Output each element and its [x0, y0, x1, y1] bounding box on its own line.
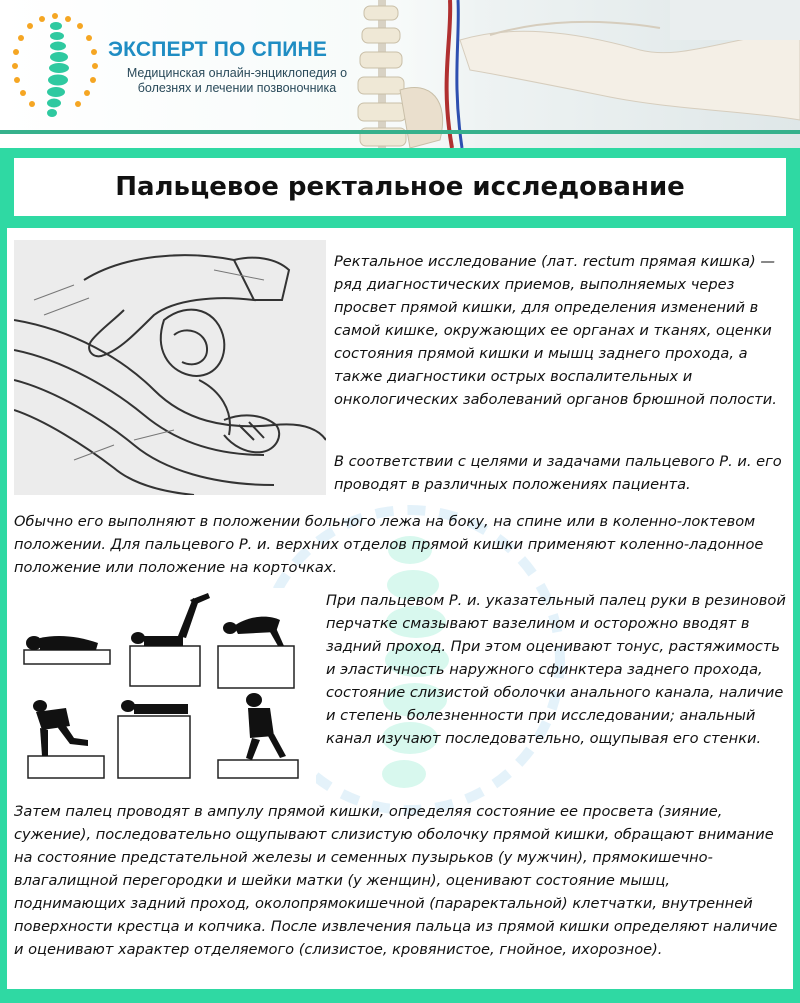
paragraph-positions: Обычно его выполняют в положении больного лежа на боку, на спине или в коленно-локтевом положении. Для пальцевого Р. и. верхних отделов прямой кишки применяют коленно-ладонное положение или положение на корточках. — [14, 513, 764, 576]
brand-subtitle: Медицинская онлайн-энциклопедия о болезнях и лечении позвоночника — [126, 66, 348, 95]
patient-positions-illustration — [18, 588, 316, 784]
site-header — [0, 0, 800, 148]
page-title: Пальцевое ректальное исследование — [115, 172, 685, 202]
paragraph-definition: Ректальное исследование (лат. rectum прямая кишка) — ряд диагностических приемов, выполняемых через просвет прямой кишки, для определения изменений в самой кишке, окружающих ее органах и тканях, оценки состояния прямой кишки и мышц заднего прохода, а также диагностики острых воспалительных и онкологических заболеваний органов брюшной полости. — [334, 253, 777, 408]
paragraph-ampulla: Затем палец проводят в ампулу прямой кишки, определяя состояние ее просвета (зияние, сужение), последовательно ощупывают слизистую оболочку прямой кишки, обращают внимание на состояние предстательной железы и семенных пузырьков (у мужчин), прямокишечно-влагалищной перегородки и шейки матки (у женщин), оценивают состояние мышц, поднимающих задний проход, околопрямокишечной (параректальной) клетчатки, внутренней поверхности крестца и копчика. После извлечения пальца из прямой кишки определяют наличие и оценивают характер отделяемого (слизистое, кровянистое, гнойное, ихорозное). — [14, 803, 778, 958]
rectal-exam-anatomy-illustration — [14, 240, 326, 495]
spine-logo-icon — [10, 10, 100, 122]
footer-bar — [0, 989, 800, 1003]
title-box — [14, 158, 786, 216]
header-divider — [0, 130, 800, 134]
right-border — [793, 228, 800, 1003]
left-border — [0, 228, 7, 1003]
brand-title[interactable]: ЭКСПЕРТ ПО СПИНЕ — [108, 38, 328, 61]
title-banner — [0, 148, 800, 228]
paragraph-positions-intro: В соответствии с целями и задачами пальцевого Р. и. его проводят в различных положениях пациента. — [334, 453, 782, 493]
spine-hands-photo — [340, 0, 800, 148]
paragraph-procedure: При пальцевом Р. и. указательный палец руки в резиновой перчатке смазывают вазелином и осторожно вводят в задний проход. При этом оценивают тонус, растяжимость и эластичность наружного сфинктера заднего прохода, состояние слизистой оболочки анального канала, наличие и степень болезненности при исследовании; анальный канал изучают последовательно, ощупывая его стенки. — [326, 592, 786, 747]
